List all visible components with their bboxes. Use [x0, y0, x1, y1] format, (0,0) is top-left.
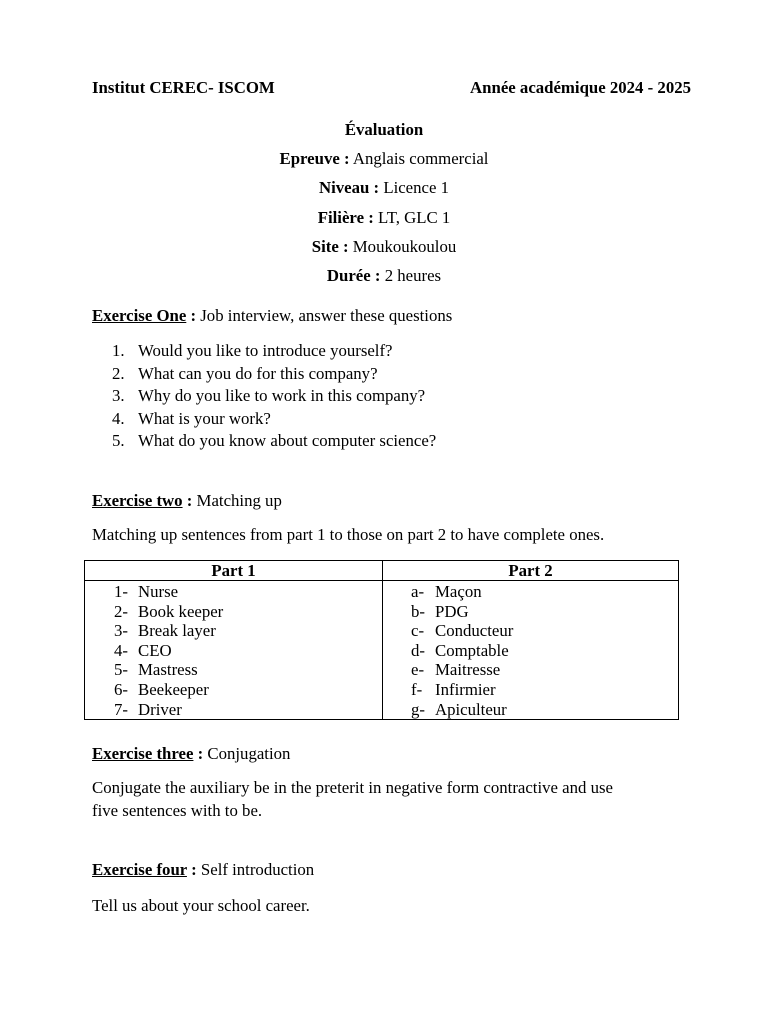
part2-item [383, 660, 678, 680]
question-text: Why do you like to work in this company? [138, 386, 426, 405]
column-header-part2: Part 2 [383, 561, 679, 581]
info-label: Durée : [326, 266, 381, 285]
column-header-part1: Part 1 [85, 561, 383, 581]
part1-item [85, 582, 382, 602]
item-number: 1- [114, 582, 128, 601]
item-number: 7- [114, 699, 128, 719]
question-text: Would you like to introduce yourself? [138, 341, 393, 360]
exercise-separator: : [193, 744, 208, 763]
item-text: PDG [435, 601, 469, 621]
question-item [112, 430, 436, 453]
item-text: Comptable [435, 640, 509, 660]
part1-item [85, 621, 382, 641]
part2-item [383, 700, 678, 720]
academic-year: Année académique 2024 - 2025 [470, 78, 691, 97]
item-letter: b- [411, 601, 425, 621]
item-text: Mastress [138, 660, 198, 680]
exercise-title: Exercise two [92, 491, 183, 510]
exercise-two-heading [92, 491, 282, 511]
item-text: Driver [138, 699, 182, 719]
exercise-three-instruction-line2: five sentences with to be. [92, 801, 263, 820]
item-letter: c- [411, 621, 425, 641]
part1-item [85, 602, 382, 622]
exercise-one-heading [92, 306, 452, 326]
item-letter: e- [411, 660, 425, 680]
exercise-title: Exercise One [92, 306, 187, 325]
item-letter: a- [411, 582, 425, 601]
item-letter: f- [411, 679, 423, 699]
part2-cell [383, 581, 679, 720]
item-text: Nurse [138, 582, 179, 601]
item-text: CEO [138, 640, 172, 660]
exercise-subtitle: Conjugation [207, 744, 291, 763]
part1-item [85, 700, 382, 720]
part2-item [383, 621, 678, 641]
info-label: Filière : [317, 208, 374, 227]
info-epreuve [0, 149, 768, 169]
info-label: Epreuve : [279, 149, 350, 168]
item-number: 2- [114, 601, 128, 621]
info-label: Niveau : [318, 178, 380, 197]
question-number: 3. [112, 386, 125, 405]
exercise-three-heading [92, 744, 290, 764]
part1-item [85, 641, 382, 661]
exercise-subtitle: Matching up [196, 491, 282, 510]
exercise-four-instruction: Tell us about your school career. [92, 896, 310, 915]
matching-table [84, 560, 679, 720]
info-site [0, 237, 768, 257]
item-number: 5- [114, 660, 128, 680]
question-text: What do you know about computer science? [138, 431, 437, 450]
info-value: Anglais commercial [349, 149, 489, 168]
item-text: Book keeper [138, 601, 224, 621]
question-number: 4. [112, 408, 125, 428]
question-item [112, 340, 436, 363]
info-value: Licence 1 [379, 178, 450, 197]
part2-item [383, 641, 678, 661]
question-number: 2. [112, 363, 125, 383]
item-text: Infirmier [435, 679, 496, 699]
exercise-four-heading [92, 860, 314, 880]
exercise-separator: : [186, 306, 201, 325]
question-item [112, 385, 436, 408]
part2-item [383, 680, 678, 700]
info-value: LT, GLC 1 [373, 208, 451, 227]
part1-item [85, 660, 382, 680]
info-value: Moukoukoulou [348, 237, 457, 256]
question-text: What can you do for this company? [138, 363, 378, 383]
item-number: 3- [114, 621, 128, 641]
question-item [112, 363, 436, 386]
exercise-title: Exercise three [92, 744, 194, 763]
table-body-row [85, 581, 679, 720]
info-filiere [0, 208, 768, 228]
info-label: Site : [311, 237, 349, 256]
item-text: Break layer [138, 621, 216, 641]
item-text: Beekeeper [138, 679, 209, 699]
item-text: Conducteur [435, 621, 514, 641]
question-text: What is your work? [138, 408, 271, 428]
item-number: 4- [114, 640, 128, 660]
part1-cell [85, 581, 383, 720]
info-duree [0, 266, 768, 286]
exercise-subtitle: Self introduction [200, 860, 315, 879]
item-letter: g- [411, 699, 425, 719]
question-list [112, 340, 436, 453]
exercise-separator: : [186, 860, 201, 879]
info-value: 2 heures [380, 266, 442, 285]
exercise-two-instruction: Matching up sentences from part 1 to those on part 2 to have complete ones. [92, 525, 605, 544]
part1-item [85, 680, 382, 700]
page-title: Évaluation [344, 120, 424, 139]
item-text: Maçon [435, 582, 482, 601]
item-text: Apiculteur [435, 699, 507, 719]
exercise-separator: : [182, 491, 197, 510]
exercise-subtitle: Job interview, answer these questions [200, 306, 453, 325]
institution-name: Institut CEREC- ISCOM [92, 78, 275, 97]
item-number: 6- [114, 679, 128, 699]
info-niveau [0, 178, 768, 198]
table-header-row [85, 561, 679, 581]
item-letter: d- [411, 640, 425, 660]
part2-item [383, 582, 678, 602]
question-item [112, 408, 436, 431]
question-number: 5. [112, 431, 125, 450]
item-text: Maitresse [435, 660, 501, 680]
exercise-title: Exercise four [92, 860, 187, 879]
exercise-three-instruction-line1: Conjugate the auxiliary be in the preterit in negative form contractive and use [92, 778, 613, 797]
question-number: 1. [112, 341, 125, 360]
part2-item [383, 602, 678, 622]
